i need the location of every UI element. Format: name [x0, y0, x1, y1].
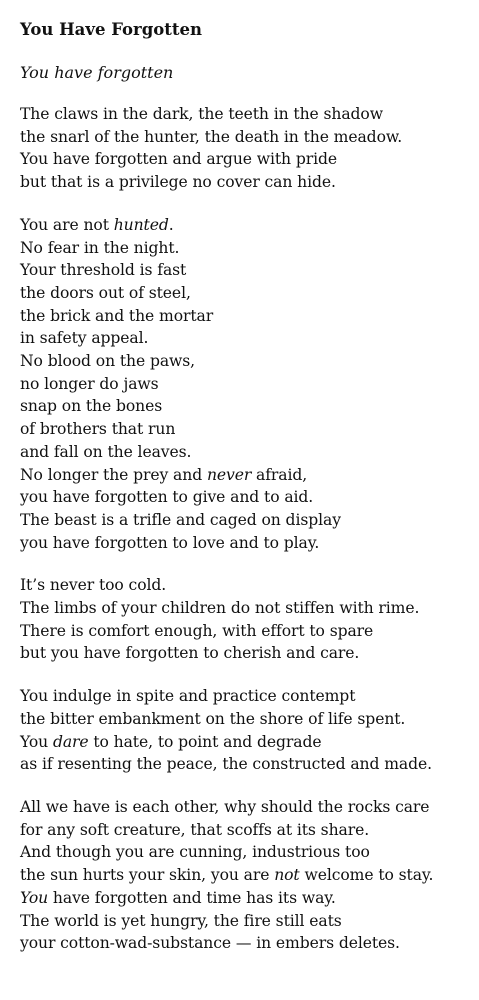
- poem-line: [20, 418, 472, 441]
- poem-line: [20, 350, 472, 373]
- poem-page: [20, 18, 472, 955]
- line-text: and fall on the leaves.: [20, 442, 192, 461]
- poem-line: [20, 395, 472, 418]
- line-text: You are not: [20, 215, 114, 234]
- line-text: snap on the bones: [20, 397, 163, 416]
- poem-line: [20, 532, 472, 555]
- line-text: to hate, to point and degrade: [88, 732, 322, 751]
- stanza-1: [20, 103, 472, 194]
- line-text: The beast is a trifle and caged on display: [20, 510, 341, 529]
- line-text: The claws in the dark, the teeth in the shadow: [20, 105, 383, 123]
- poem-line: [20, 148, 472, 171]
- line-text: afraid,: [251, 465, 308, 484]
- poem-line: [20, 642, 472, 665]
- stanza-3: [20, 574, 472, 665]
- poem-line: [20, 237, 472, 260]
- poem-line: [20, 910, 472, 933]
- poem-body: [20, 103, 472, 955]
- poem-line: [20, 932, 472, 955]
- poem-line: [20, 753, 472, 776]
- poem-line: [20, 597, 472, 620]
- emphasized-word: never: [206, 465, 252, 484]
- poem-line: [20, 486, 472, 509]
- line-text: your cotton-wad-substance — in embers deletes.: [20, 934, 400, 953]
- line-text: There is comfort enough, with effort to spare: [20, 621, 374, 640]
- stanza-2: [20, 214, 472, 555]
- stanza-5: [20, 796, 472, 955]
- line-text: You: [20, 732, 53, 751]
- poem-line: [20, 887, 472, 910]
- poem-subtitle: You have forgotten: [20, 63, 174, 82]
- emphasized-word: hunted: [113, 215, 169, 234]
- poem-line: [20, 126, 472, 149]
- poem-line: [20, 864, 472, 887]
- line-text: All we have is each other, why should the rocks care: [20, 797, 430, 816]
- poem-line: [20, 103, 472, 126]
- poem-line: [20, 509, 472, 532]
- line-text: The limbs of your children do not stiffen with rime.: [20, 599, 420, 618]
- poem-line: [20, 708, 472, 731]
- line-text: the brick and the mortar: [20, 306, 214, 325]
- line-text: you have forgotten to love and to play.: [20, 533, 320, 552]
- line-text: but that is a privilege no cover can hide.: [20, 173, 336, 192]
- line-text: no longer do jaws: [20, 374, 159, 393]
- line-text: but you have forgotten to cherish and care.: [20, 644, 360, 663]
- line-text: No fear in the night.: [20, 238, 180, 257]
- stanza-4: [20, 685, 472, 776]
- line-text: you have forgotten to give and to aid.: [20, 488, 314, 507]
- line-text: the bitter embankment on the shore of life spent.: [20, 709, 406, 728]
- poem-line: [20, 441, 472, 464]
- line-text: as if resenting the peace, the constructed and made.: [20, 755, 432, 774]
- poem-title: You Have Forgotten: [20, 20, 202, 39]
- line-text: It’s never too cold.: [20, 576, 167, 595]
- line-text: have forgotten and time has its way.: [48, 888, 336, 907]
- line-text: No longer the prey and: [20, 465, 207, 484]
- emphasized-word: not: [274, 866, 300, 885]
- line-text: the sun hurts your skin, you are: [20, 866, 275, 885]
- line-text: the doors out of steel,: [20, 283, 191, 302]
- line-text: of brothers that run: [20, 420, 176, 439]
- line-text: And though you are cunning, industrious too: [20, 843, 370, 862]
- poem-line: [20, 731, 472, 754]
- line-text: No blood on the paws,: [20, 352, 196, 371]
- line-text: The world is yet hungry, the fire still eats: [20, 911, 342, 930]
- poem-line: [20, 841, 472, 864]
- line-text: in safety appeal.: [20, 329, 149, 348]
- poem-line: [20, 464, 472, 487]
- poem-line: [20, 620, 472, 643]
- line-text: welcome to stay.: [299, 866, 434, 885]
- poem-line: [20, 305, 472, 328]
- emphasized-word: dare: [52, 732, 89, 751]
- poem-line: [20, 259, 472, 282]
- poem-line: [20, 373, 472, 396]
- line-text: You indulge in spite and practice contempt: [20, 687, 356, 706]
- line-text: the snarl of the hunter, the death in the meadow.: [20, 127, 403, 146]
- poem-line: [20, 574, 472, 597]
- poem-line: [20, 282, 472, 305]
- line-text: for any soft creature, that scoffs at its share.: [20, 820, 370, 839]
- line-text: .: [168, 215, 174, 234]
- poem-line: [20, 819, 472, 842]
- poem-line: [20, 214, 472, 237]
- line-text: You have forgotten and argue with pride: [20, 150, 337, 169]
- poem-line: [20, 171, 472, 194]
- emphasized-word: You: [20, 888, 49, 907]
- line-text: Your threshold is fast: [20, 261, 187, 280]
- poem-line: [20, 796, 472, 819]
- poem-line: [20, 685, 472, 708]
- poem-line: [20, 327, 472, 350]
